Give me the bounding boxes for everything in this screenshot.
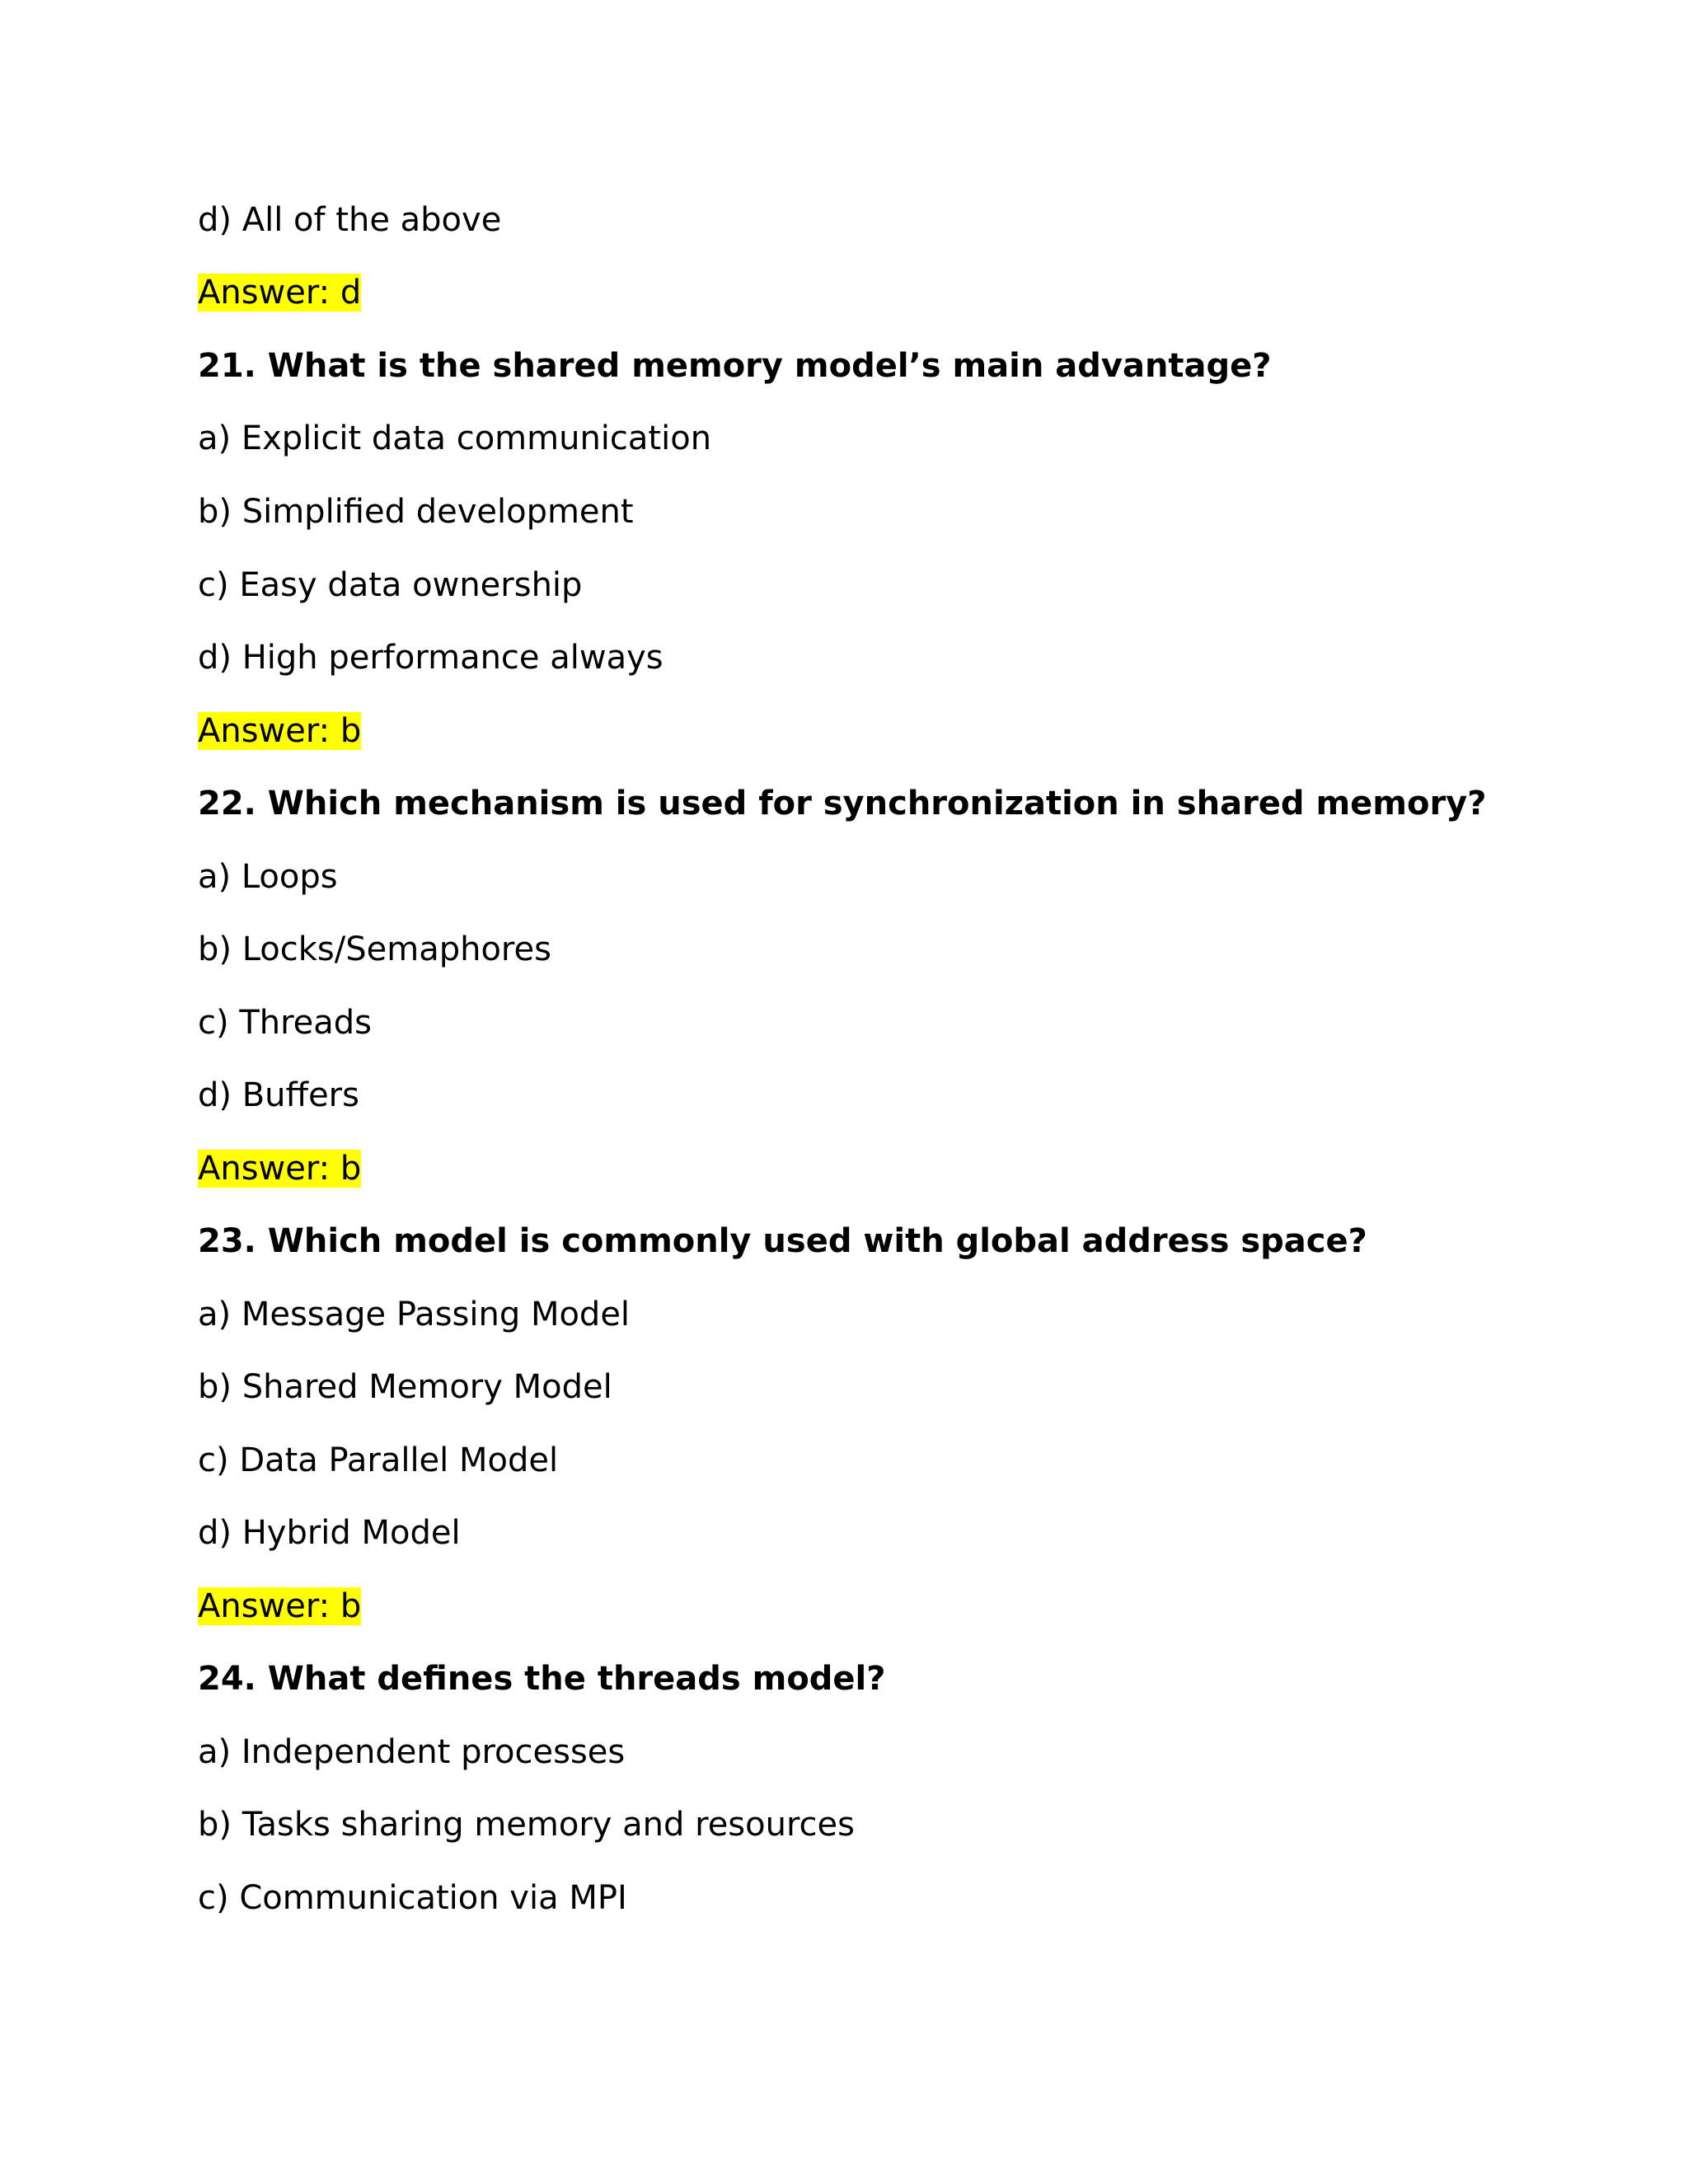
answer-highlight: Answer: b bbox=[198, 712, 362, 750]
question-21: 21. What is the shared memory model’s main advantage? bbox=[198, 347, 1272, 385]
answer-highlight: Answer: b bbox=[198, 1150, 362, 1188]
answer-line bbox=[198, 1582, 361, 1630]
option-line: b) Simplified development bbox=[198, 493, 634, 531]
option-line: b) Shared Memory Model bbox=[198, 1368, 612, 1406]
answer-line bbox=[198, 269, 361, 316]
option-line: d) All of the above bbox=[198, 201, 502, 239]
option-line: a) Independent processes bbox=[198, 1733, 626, 1771]
option-line: a) Loops bbox=[198, 858, 338, 896]
answer-highlight: Answer: d bbox=[198, 274, 362, 312]
option-line: a) Message Passing Model bbox=[198, 1296, 631, 1333]
option-line: b) Locks/Semaphores bbox=[198, 930, 551, 968]
question-23: 23. Which model is commonly used with global address space? bbox=[198, 1222, 1367, 1260]
answer-highlight: Answer: b bbox=[198, 1587, 362, 1625]
answer-line bbox=[198, 1145, 361, 1193]
answer-line bbox=[198, 707, 361, 755]
option-line: c) Threads bbox=[198, 1004, 373, 1042]
question-22: 22. Which mechanism is used for synchronization in shared memory? bbox=[198, 785, 1487, 823]
option-line: c) Communication via MPI bbox=[198, 1879, 627, 1917]
option-line: d) Hybrid Model bbox=[198, 1514, 461, 1552]
option-line: a) Explicit data communication bbox=[198, 419, 712, 457]
option-line: d) High performance always bbox=[198, 639, 663, 677]
option-line: c) Easy data ownership bbox=[198, 566, 583, 604]
option-line: b) Tasks sharing memory and resources bbox=[198, 1806, 855, 1844]
question-24: 24. What defines the threads model? bbox=[198, 1660, 886, 1698]
option-line: d) Buffers bbox=[198, 1076, 359, 1114]
option-line: c) Data Parallel Model bbox=[198, 1441, 559, 1479]
